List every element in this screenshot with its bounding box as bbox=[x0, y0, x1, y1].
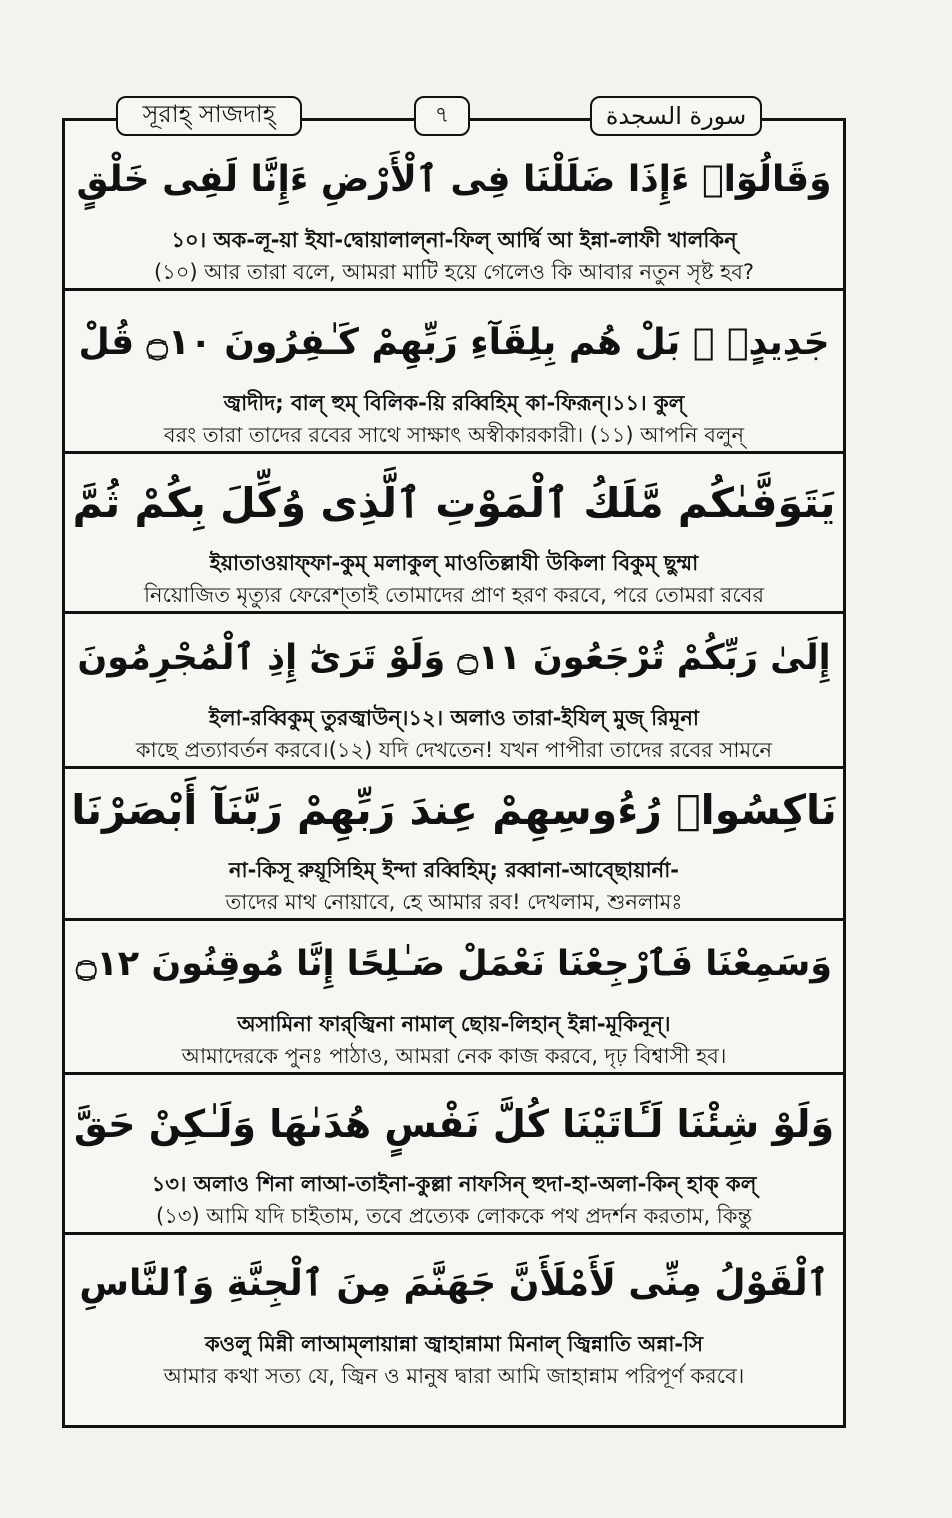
transliteration-line: ইয়াতাওয়াফ্ফা-কুম্ মলাকুল্ মাওতিল্লাযী উকিলা বিকুম্ ছুম্মা bbox=[209, 551, 699, 575]
arabic-line: وَقَالُوٓا۟ ءَإِذَا ضَلَلْنَا فِى ٱلْأَرْضِ ءَإِنَّا لَفِى خَلْقٍ bbox=[76, 159, 832, 200]
transliteration-line: ইলা-রব্বিকুম্ তুরজ্বাউন্।১২। অলাও তারা-ইযিল্ মুজ্ রিমূনা bbox=[209, 706, 699, 730]
arabic-line: نَاكِسُوا۟ رُءُوسِهِمْ عِندَ رَبِّهِمْ رَبَّنَآ أَبْصَرْنَا bbox=[71, 786, 837, 834]
verse-block-4 bbox=[65, 618, 843, 769]
surah-name-bengali: সূরাহ্ সাজদাহ্ bbox=[116, 96, 302, 136]
arabic-line: وَسَمِعْنَا فَٱرْجِعْنَا نَعْمَلْ صَـٰلِحًا إِنَّا مُوقِنُونَ ۝١٢ bbox=[75, 944, 833, 984]
transliteration-line: ১৩। অলাও শিনা লাআ-তাইনা-কুল্লা নাফসিন্ হুদা-হা-অলা-কিন্ হাক্ কল্ bbox=[151, 1172, 757, 1196]
verse-block-1 bbox=[65, 140, 843, 291]
transliteration-line: কওলু মিন্নী লাআম্‌লায়ান্না জ্বাহান্নামা মিনাল্ জ্বিন্নাতি অন্না-সি bbox=[204, 1332, 704, 1356]
meaning-line: (১০) আর তারা বলে, আমরা মাটি হয়ে গেলেও কি আবার নতুন সৃষ্ট হব? bbox=[153, 260, 755, 284]
meaning-line: তাদের মাথ নোয়াবে, হে আমার রব! দেখলাম, শুনলামঃ bbox=[225, 890, 683, 914]
verse-block-8 bbox=[65, 1244, 843, 1392]
verse-block-7 bbox=[65, 1084, 843, 1235]
arabic-line: وَلَوْ شِئْنَا لَـَٔاتَيْنَا كُلَّ نَفْسٍ هُدَىٰهَا وَلَـٰكِنْ حَقَّ bbox=[73, 1102, 835, 1146]
transliteration-line: অসামিনা ফার্‌জ্বিনা নামাল্ ছোয়-লিহান্ ইন্না-মূকিনূন্। bbox=[237, 1012, 671, 1036]
meaning-line: (১৩) আমি যদি চাইতাম, তবে প্রত্যেক লোককে পথ প্রদর্শন করতাম, কিন্তু bbox=[156, 1204, 752, 1228]
transliteration-line: না-কিসূ রুয়ূসিহিম্ ইন্দা রব্বিহিম্; রব্বানা-আব্ছোয়ার্না- bbox=[228, 858, 680, 882]
arabic-line: ٱلْقَوْلُ مِنِّى لَأَمْلَأَنَّ جَهَنَّمَ مِنَ ٱلْجِنَّةِ وَٱلنَّاسِ bbox=[79, 1263, 829, 1304]
transliteration-line: জ্বাদীদ; বাল্ হুম্ বিলিক-য়ি রব্বিহিম্ কা-ফিরূন্।১১। কুল্ bbox=[223, 391, 685, 415]
verse-block-5 bbox=[65, 770, 843, 921]
arabic-line: يَتَوَفَّىٰكُم مَّلَكُ ٱلْمَوْتِ ٱلَّذِى وُكِّلَ بِكُمْ ثُمَّ bbox=[72, 479, 836, 527]
meaning-line: কাছে প্রত্যাবর্তন করবে।(১২) যদি দেখতেন! যখন পাপীরা তাদের রবের সামনে bbox=[135, 738, 773, 762]
transliteration-line: ১০। অক-লূ-য়া ইযা-দ্বোয়ালাল্না-ফিল্ আর্দ্বি আ ইন্না-লাফী খালকিন্ bbox=[171, 228, 737, 252]
verse-block-6 bbox=[65, 924, 843, 1075]
surah-name-arabic: سورة السجدة bbox=[590, 96, 762, 136]
verse-block-3 bbox=[65, 463, 843, 614]
meaning-line: আমার কথা সত্য যে, জ্বিন ও মানুষ দ্বারা আমি জাহান্নাম পরিপূর্ণ করবে। bbox=[163, 1364, 745, 1388]
verse-block-2 bbox=[65, 303, 843, 454]
arabic-line: إِلَىٰ رَبِّكُمْ تُرْجَعُونَ ۝١١ وَلَوْ تَرَىٰٓ إِذِ ٱلْمُجْرِمُونَ bbox=[77, 638, 831, 678]
meaning-line: আমাদেরকে পুনঃ পাঠাও, আমরা নেক কাজ করবে, দৃঢ় বিশ্বাসী হব। bbox=[181, 1044, 727, 1068]
meaning-line: নিয়োজিত মৃত্যুর ফেরেশ্‌তাই তোমাদের প্রাণ হরণ করবে, পরে তোমরা রবের bbox=[143, 583, 765, 607]
meaning-line: বরং তারা তাদের রবের সাথে সাক্ষাৎ অস্বীকারকারী। (১১) আপনি বলুন্ bbox=[163, 423, 745, 447]
page-number: ৭ bbox=[414, 96, 470, 136]
arabic-line: جَدِيدٍۭ ۚ بَلْ هُم بِلِقَآءِ رَبِّهِمْ كَـٰفِرُونَ ۝١٠ قُلْ bbox=[78, 322, 830, 363]
